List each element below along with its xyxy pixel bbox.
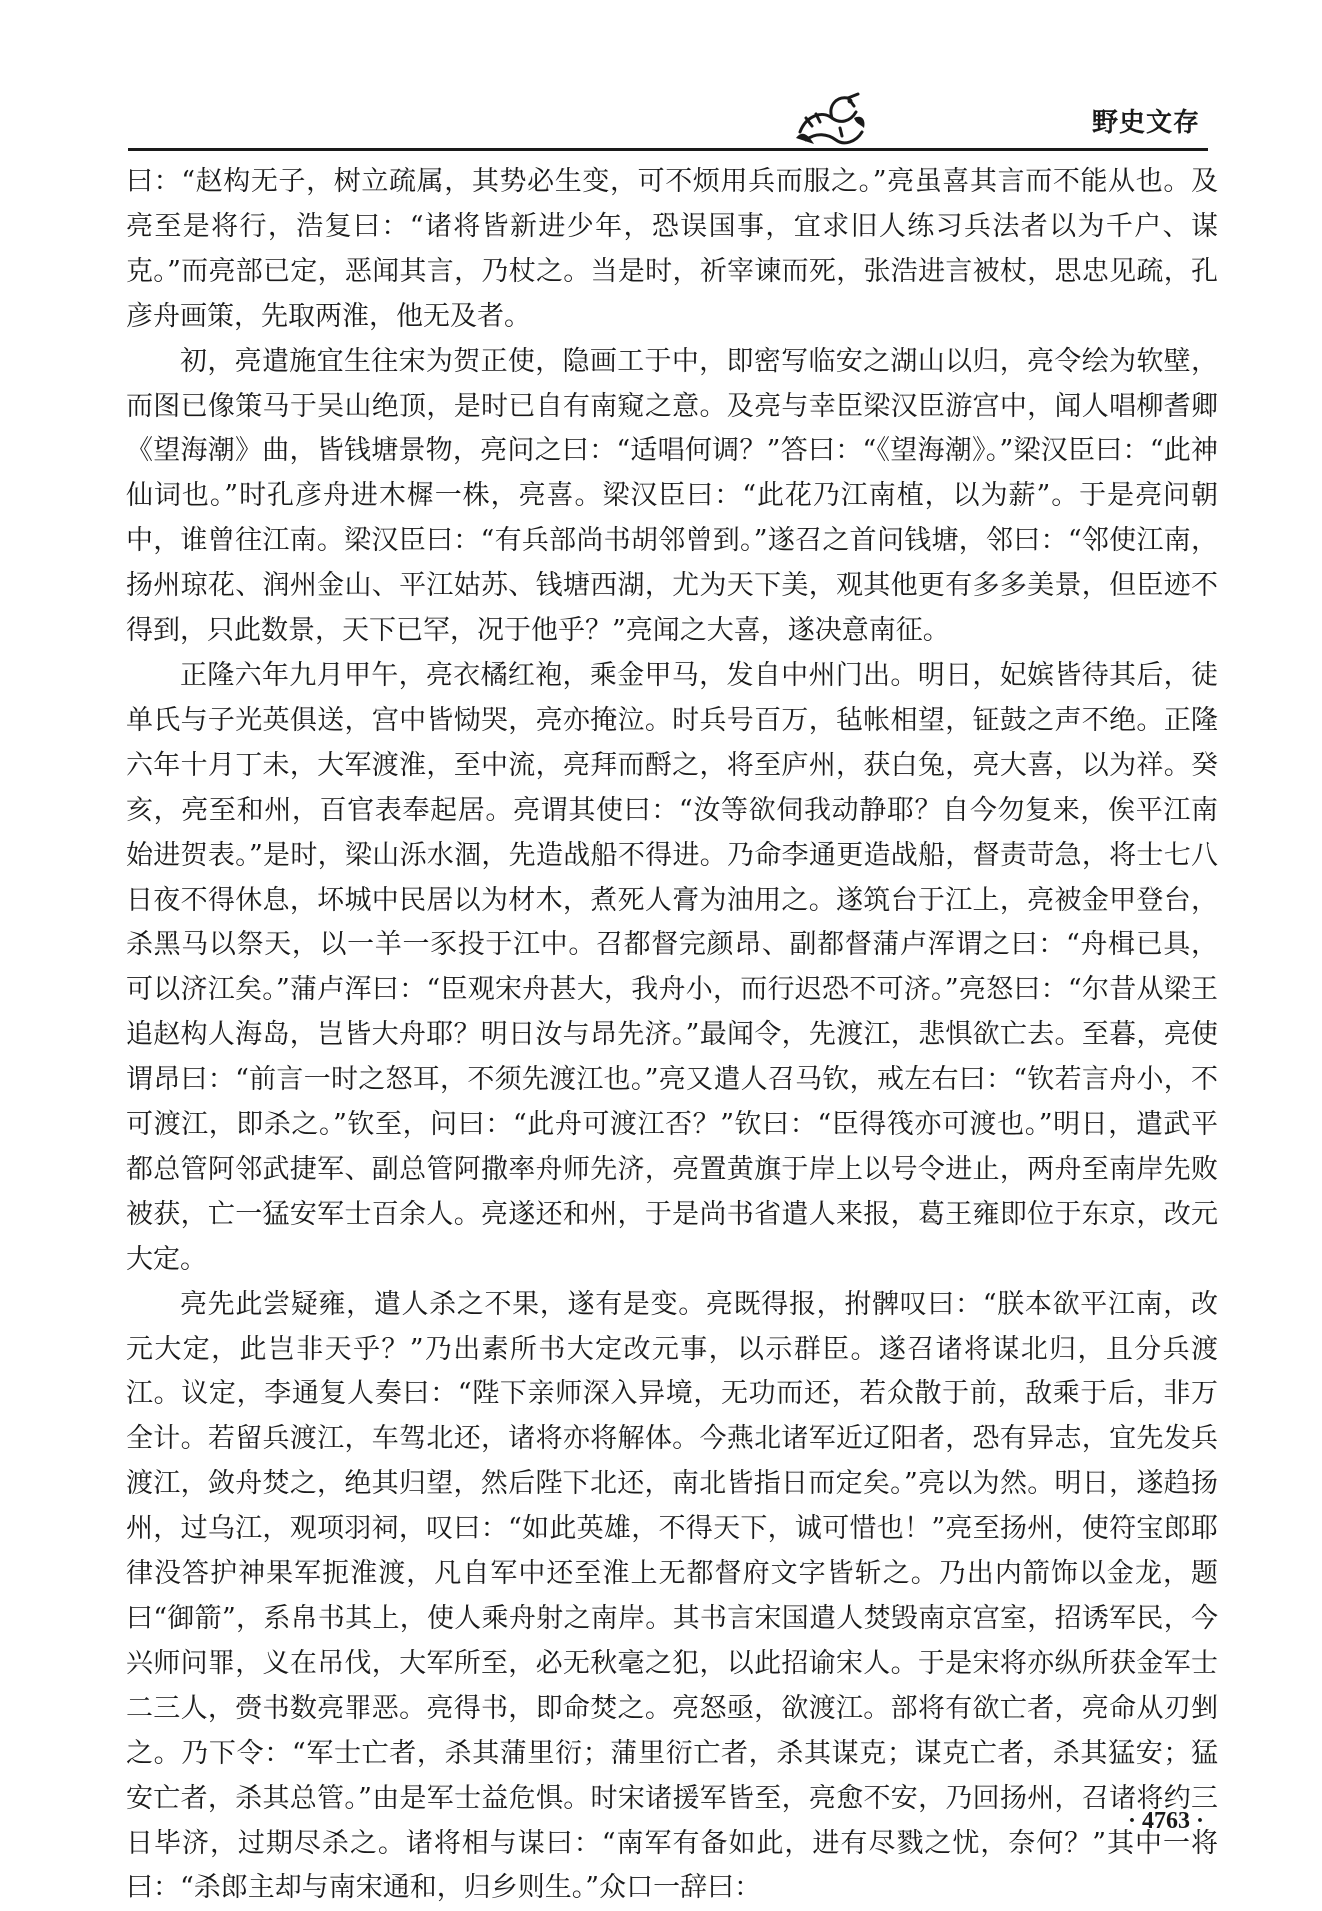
dragon-emblem-icon [792,88,870,150]
paragraph: 曰：“赵构无子，树立疏属，其势必生变，可不烦用兵而服之。”亮虽喜其言而不能从也。及亮至是将行，浩复曰：“诸将皆新进少年，恐误国事，宜求旧人练习兵法者以为千户、谋克。”而亮部已定，恶闻其言，乃杖之。当是时，祈宰谏而死，张浩进言被杖，思忠见疏，孔彦舟画策，先取两淮，他无及者。 [126,166,1218,332]
paragraph: 初，亮遣施宜生往宋为贺正使，隐画工于中，即密写临安之湖山以归，亮令绘为软壁，而图已像策马于吴山绝顶，是时已自有南窥之意。及亮与幸臣梁汉臣游宫中，闻人唱柳耆卿《望海潮》曲，皆钱塘景物，亮问之曰：“适唱何调？”答曰：“《望海潮》。”梁汉臣曰：“此神仙词也。”时孔彦舟进木樨一株，亮喜。梁汉臣曰：“此花乃江南植，以为薪”。于是亮问朝中，谁曾往江南。梁汉臣曰：“有兵部尚书胡邻曾到。”遂召之首问钱塘，邻曰：“邻使江南，扬州琼花、润州金山、平江姑苏、钱塘西湖，尤为天下美，观其他更有多多美景，但臣迹不得到，只此数景，天下已罕，况于他乎？”亮闻之大喜，遂决意南征。 [126,345,1218,647]
header-rule [128,148,1208,151]
page-header [0,0,1322,160]
running-header-title: 野史文存 [1091,108,1200,138]
body-text [126,160,1218,1911]
page-number: · 4763 · [1127,1808,1204,1834]
paragraph: 亮先此尝疑雍，遣人杀之不果，遂有是变。亮既得报，拊髀叹曰：“朕本欲平江南，改元大定，此岂非天乎？”乃出素所书大定改元事，以示群臣。遂召诸将谋北归，且分兵渡江。议定，李通复人奏曰：“陛下亲师深入异境，无功而还，若众散于前，敌乘于后，非万全计。若留兵渡江，车驾北还，诸将亦将解体。今燕北诸军近辽阳者，恐有异志，宜先发兵渡江，敛舟焚之，绝其归望，然后陛下北还，南北皆指日而定矣。”亮以为然。明日，遂趋扬州，过乌江，观项羽祠，叹曰：“如此英雄，不得天下，诚可惜也！”亮至扬州，使符宝郎耶律没答护神果军扼淮渡，凡自军中还至淮上无都督府文字皆斩之。乃出内箭饰以金龙，题曰“御箭”，系帛书其上，使人乘舟射之南岸。其书言宋国遣人焚毁南京宫室，招诱军民，今兴师问罪，义在吊伐，大军所至，必无秋毫之犯，以此招谕宋人。于是宋将亦纵所获金军士二三人，赍书数亮罪恶。亮得书，即命焚之。亮怒亟，欲渡江。部将有欲亡者，亮命从刃剉之。乃下令：“军士亡者，杀其蒲里衍；蒲里衍亡者，杀其谋克；谋克亡者，杀其猛安；猛安亡者，杀其总管。”由是军士益危惧。时宋诸援军皆至，亮愈不安，乃回扬州，召诸将约三日毕济，过期尽杀之。诸将相与谋曰：“南军有备如此，进有尽戮之忧，奈何？”其中一将曰：“杀郎主却与南宋通和，归乡则生。”众口一辞曰： [126,1288,1218,1904]
paragraph: 正隆六年九月甲午，亮衣橘红袍，乘金甲马，发自中州门出。明日，妃嫔皆待其后，徒单氏与子光英俱送，宫中皆恸哭，亮亦掩泣。时兵号百万，毡帐相望，钲鼓之声不绝。正隆六年十月丁未，大军渡淮，至中流，亮拜而酹之，将至庐州，获白兔，亮大喜，以为祥。癸亥，亮至和州，百官表奉起居。亮谓其使曰：“汝等欲伺我动静耶？自今勿复来，俟平江南始进贺表。”是时，梁山泺水涸，先造战船不得进。乃命李通更造战船，督责苛急，将士七八日夜不得休息，坏城中民居以为材木，煮死人膏为油用之。遂筑台于江上，亮被金甲登台，杀黑马以祭天，以一羊一豕投于江中。召都督完颜昂、副都督蒲卢浑谓之曰：“舟楫已具，可以济江矣。”蒲卢浑曰：“臣观宋舟甚大，我舟小，而行迟恐不可济。”亮怒曰：“尔昔从梁王追赵构人海岛，岂皆大舟耶？明日汝与昂先济。”最闻令，先渡江，悲惧欲亡去。至暮，亮使谓昂曰：“前言一时之怒耳，不须先渡江也。”亮又遣人召马钦，戒左右曰：“钦若言舟小，不可渡江，即杀之。”钦至，问曰：“此舟可渡江否？”钦曰：“臣得筏亦可渡也。”明日，遣武平都总管阿邻武捷军、副总管阿撒率舟师先济，亮置黄旗于岸上以号令进止，两舟至南岸先败被获，亡一猛安军士百余人。亮遂还和州，于是尚书省遣人来报，葛王雍即位于东京，改元大定。 [126,659,1218,1275]
